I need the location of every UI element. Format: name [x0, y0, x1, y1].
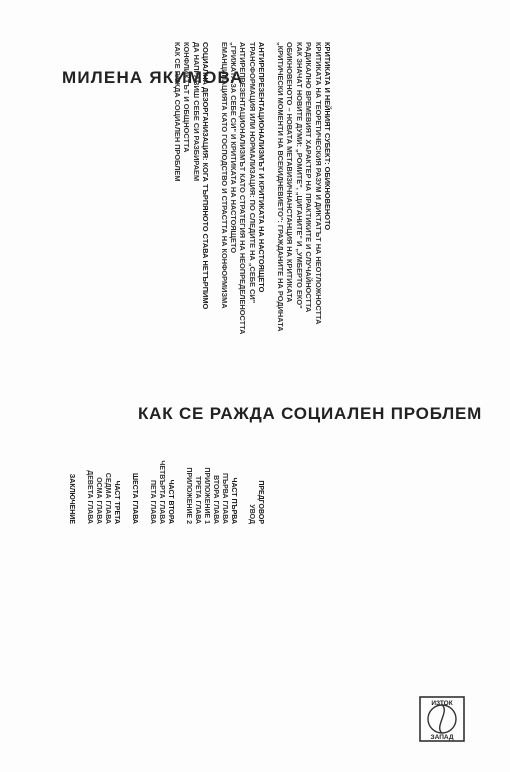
toc-line: ПРИЛОЖЕНИЕ 2: [185, 467, 192, 524]
summary-line: „КРИТИЧЕСКИ МОМЕНТИ НА ВСЕКИДНЕВИЕТО": ГРАЖДАНИТЕ НА РОДИНАТА: [276, 42, 286, 332]
group-spacer: [175, 438, 184, 524]
toc-heading: ЧАСТ ТРЕТА: [113, 480, 120, 524]
toc-heading: ШЕСТА ГЛАВА: [131, 473, 138, 524]
summary-line: КАК ЗНАЧАТ НОВИТЕ ДУМИ: „РОМИТЕ", „ЦИГАНИТЕ" И „УМБЕРТО ЕКО": [294, 42, 304, 309]
summary-heading: СОЦИАЛНА ДЕЗОРГАНИЗАЦИЯ: КОГА ТЪРПЯНОТО СТАВА НЕТЪРПИМО: [200, 42, 210, 310]
toc-heading: ЧАСТ ПЪРВА: [230, 477, 237, 524]
group-spacer: [76, 438, 85, 524]
summary-line: ТРАНСФОРМАЦИЯ ИЛИ НОРМАЛИЗАЦИЯ: ПО СЛЕДИТЕ НА „СЕБЕ СИ": [247, 42, 257, 304]
summary-line: АНТИРЕПРЕЗЕНТАЦИОНАЛИЗМЪТ КАТО СТРАТЕГИЯ НА НЕОПРЕДЕЛЕНОСТТА: [238, 42, 248, 335]
summary-line: ЕМАНЦИПАЦИЯТА КАТО ГОСПОДСТВО И СТРАСТТА НА КОНФОРМИЗМА: [219, 42, 229, 309]
summary-line: КРИТИКАТА НА ТЕОРЕТИЧЕСКИЯ РАЗУМ И ДИКТАТЪТ НА НЕОТЛОЖНОСТТА: [313, 42, 323, 325]
summary-line: КАК СЕ РАЖДА СОЦИАЛЕН ПРОБЛЕМ: [172, 42, 182, 182]
toc-line: ТРЕТА ГЛАВА: [194, 476, 201, 524]
summary-line: КОНФЛИКТЪТ И ОБЩНОСТТА: [182, 42, 192, 153]
group-spacer: [238, 438, 247, 524]
publisher-name-bottom: ЗАПАД: [430, 734, 454, 741]
publisher-logo: [417, 694, 467, 744]
summary-line: ОБИКНОВЕНОТО – НОВАТА МЕТАВИЗИЧНАНСТАНЦИЯ НА КРИТИКАТА: [285, 42, 295, 303]
toc-line: ЧЕТВЪРТА ГЛАВА: [158, 460, 165, 524]
toc-heading: ЗАКЛЮЧЕНИЕ: [68, 473, 75, 524]
toc-line: СЕДМА ГЛАВА: [104, 472, 111, 524]
toc-line: ПРИЛОЖЕНИЕ 1: [203, 467, 210, 524]
toc-heading: ПРЕДГОВОР: [257, 480, 264, 524]
summary-heading: КРИТИКАТА И НЕЙНИЯТ СУБЕКТ: ОБИКНОВЕНОТО: [323, 42, 332, 231]
group-spacer: [266, 42, 275, 335]
group-spacer: [121, 438, 130, 524]
summary-line: ДА НАПРАВИШ СЕБЕ СИ РАЗБИРАЕМ: [191, 42, 201, 182]
toc-heading: ЧАСТ ВТОРА: [167, 479, 174, 524]
toc-line: ДЕВЕТА ГЛАВА: [86, 470, 93, 524]
group-spacer: [210, 42, 219, 335]
summary-line: „ГРИЖАТА ЗА СЕБЕ СИ" И КРИТИКАТА НА НАСТОЯЩЕТО: [229, 42, 239, 254]
toc-line: ВТОРА ГЛАВА: [212, 475, 219, 524]
table-of-contents: [67, 438, 265, 524]
author-name: МИЛЕНА ЯКИМОВА: [62, 68, 244, 87]
publisher-name-top: ИЗТОК: [431, 700, 453, 707]
summary-line: РАДИКАЛНО ВРЕМЕВИЯТ ХАРАКТЕР НА ПРАКТИКИТЕ И СЛУЧАЙНОСТТА: [304, 42, 314, 313]
toc-line: ПЕТА ГЛАВА: [149, 479, 156, 524]
toc-line: ОСМА ГЛАВА: [95, 477, 102, 524]
chapter-summary-block: [172, 42, 332, 335]
summary-heading: АНТИРЕПРЕЗЕНТАЦИОНАЛИЗМЪТ И КРИТИКАТА НА НАСТОЯЩЕТО: [257, 42, 267, 293]
book-title: КАК СЕ РАЖДА СОЦИАЛЕН ПРОБЛЕМ: [138, 404, 483, 423]
toc-line: ПЪРВА ГЛАВА: [221, 472, 228, 524]
group-spacer: [139, 438, 148, 524]
toc-line: УВОД: [248, 504, 255, 524]
